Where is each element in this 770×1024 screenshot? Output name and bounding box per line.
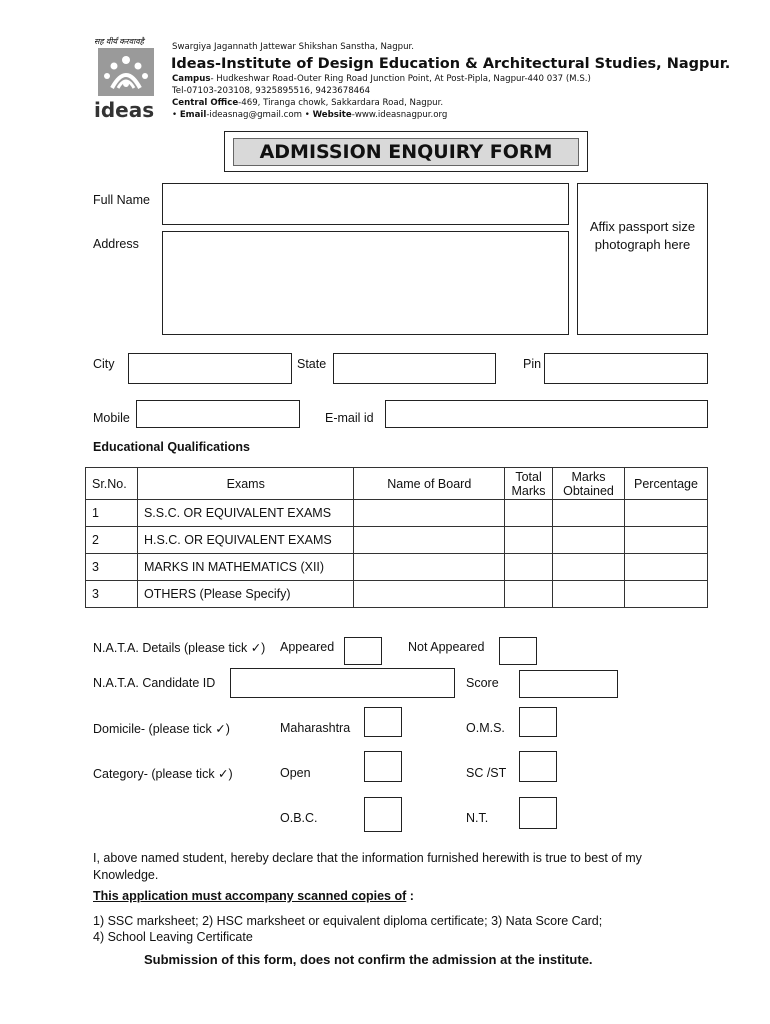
appeared-checkbox[interactable] [344, 637, 382, 665]
accompany-text: This application must accompany scanned copies of [93, 889, 407, 903]
state-field[interactable] [333, 353, 496, 384]
form-title: ADMISSION ENQUIRY FORM [233, 138, 579, 166]
table-row [86, 581, 708, 608]
col-exams: Exams [137, 468, 354, 500]
row-exam: OTHERS (Please Specify) [137, 581, 354, 608]
candidate-id-field[interactable] [230, 668, 455, 698]
nt-label: N.T. [466, 811, 489, 825]
pin-field[interactable] [544, 353, 708, 384]
open-label: Open [280, 766, 311, 780]
qualifications-table [85, 467, 708, 608]
col-marks-obtained: Marks Obtained [553, 468, 625, 500]
row-srno: 3 [86, 554, 138, 581]
row-percentage-cell[interactable] [624, 581, 707, 608]
address-label: Address [93, 237, 139, 251]
oms-label: O.M.S. [466, 721, 505, 735]
row-obtained-cell[interactable] [553, 527, 625, 554]
logo-tagline: सह वीर्यं करवावहै [94, 37, 144, 46]
score-field[interactable] [519, 670, 618, 698]
maharashtra-label: Maharashtra [280, 721, 351, 735]
central-office: Central Office-469, Tiranga chowk, Sakkardara Road, Nagpur. [172, 98, 444, 108]
submission-note: Submission of this form, does not confirm the admission at the institute. [144, 952, 593, 967]
nata-details-label: N.A.T.A. Details (please tick ✓) [93, 641, 266, 655]
documents-line-1: 1) SSC marksheet; 2) HSC marksheet or equivalent diploma certificate; 3) Nata Score Card; [93, 914, 603, 928]
row-exam: H.S.C. OR EQUIVALENT EXAMS [137, 527, 354, 554]
logo-text: ideas [94, 98, 155, 122]
row-exam: MARKS IN MATHEMATICS (XII) [137, 554, 354, 581]
row-exam: S.S.C. OR EQUIVALENT EXAMS [137, 500, 354, 527]
row-total-cell[interactable] [505, 500, 553, 527]
row-obtained-cell[interactable] [553, 554, 625, 581]
open-checkbox[interactable] [364, 751, 402, 782]
col-percentage: Percentage [624, 468, 707, 500]
state-label: State [297, 357, 327, 371]
sanstha-name: Swargiya Jagannath Jattewar Shikshan Sanstha, Nagpur. [172, 42, 415, 52]
full-name-label: Full Name [93, 193, 150, 207]
row-board-cell[interactable] [354, 581, 505, 608]
table-row [86, 527, 708, 554]
row-obtained-cell[interactable] [553, 581, 625, 608]
obc-label: O.B.C. [280, 811, 318, 825]
contact-line: • Email-ideasnag@gmail.com • Website-www.ideasnagpur.org [172, 110, 448, 120]
scst-checkbox[interactable] [519, 751, 557, 782]
telephone: Tel-07103-203108, 9325895516, 9423678464 [172, 86, 371, 96]
row-percentage-cell[interactable] [624, 527, 707, 554]
appeared-label: Appeared [280, 640, 335, 654]
nt-checkbox[interactable] [519, 797, 557, 829]
row-board-cell[interactable] [354, 554, 505, 581]
row-obtained-cell[interactable] [553, 500, 625, 527]
row-board-cell[interactable] [354, 527, 505, 554]
maharashtra-checkbox[interactable] [364, 707, 402, 737]
photo-box[interactable] [577, 183, 708, 335]
col-total-marks: Total Marks [505, 468, 553, 500]
accompany-heading: This application must accompany scanned copies of : [93, 889, 414, 903]
oms-checkbox[interactable] [519, 707, 557, 737]
mobile-label: Mobile [93, 411, 130, 425]
score-label: Score [466, 676, 499, 690]
qualifications-heading: Educational Qualifications [93, 440, 250, 454]
table-row [86, 554, 708, 581]
full-name-field[interactable] [162, 183, 569, 225]
row-srno: 1 [86, 500, 138, 527]
city-label: City [93, 357, 115, 371]
photo-instructions: Affix passport size photograph here [589, 219, 696, 252]
row-board-cell[interactable] [354, 500, 505, 527]
form-title-frame [224, 131, 588, 172]
table-header-row [86, 468, 708, 500]
obc-checkbox[interactable] [364, 797, 402, 832]
campus-address: Campus- Hudkeshwar Road-Outer Ring Road Junction Point, At Post-Pipla, Nagpur-440 037 (M.S.) [172, 74, 591, 84]
row-srno: 2 [86, 527, 138, 554]
pin-label: Pin [523, 357, 542, 371]
not-appeared-label: Not Appeared [408, 640, 485, 654]
col-board: Name of Board [354, 468, 505, 500]
scst-label: SC /ST [466, 766, 507, 780]
category-label: Category- (please tick ✓) [93, 767, 233, 781]
row-total-cell[interactable] [505, 554, 553, 581]
not-appeared-checkbox[interactable] [499, 637, 537, 665]
declaration-text: I, above named student, hereby declare that the information furnished herewith is true to best of my Knowledge. [93, 851, 642, 882]
institute-logo [90, 36, 165, 124]
email-label: E-mail id [325, 411, 374, 425]
documents-line-2: 4) School Leaving Certificate [93, 930, 253, 944]
col-srno: Sr.No. [86, 468, 138, 500]
row-total-cell[interactable] [505, 527, 553, 554]
row-percentage-cell[interactable] [624, 554, 707, 581]
city-field[interactable] [128, 353, 292, 384]
logo-emblem-icon [98, 48, 154, 96]
row-total-cell[interactable] [505, 581, 553, 608]
institute-name: Ideas-Institute of Design Education & Architectural Studies, Nagpur. [171, 56, 731, 72]
domicile-label: Domicile- (please tick ✓) [93, 722, 230, 736]
row-srno: 3 [86, 581, 138, 608]
candidate-id-label: N.A.T.A. Candidate ID [93, 676, 216, 690]
row-percentage-cell[interactable] [624, 500, 707, 527]
table-row [86, 500, 708, 527]
address-field[interactable] [162, 231, 569, 335]
email-field[interactable] [385, 400, 708, 428]
mobile-field[interactable] [136, 400, 300, 428]
